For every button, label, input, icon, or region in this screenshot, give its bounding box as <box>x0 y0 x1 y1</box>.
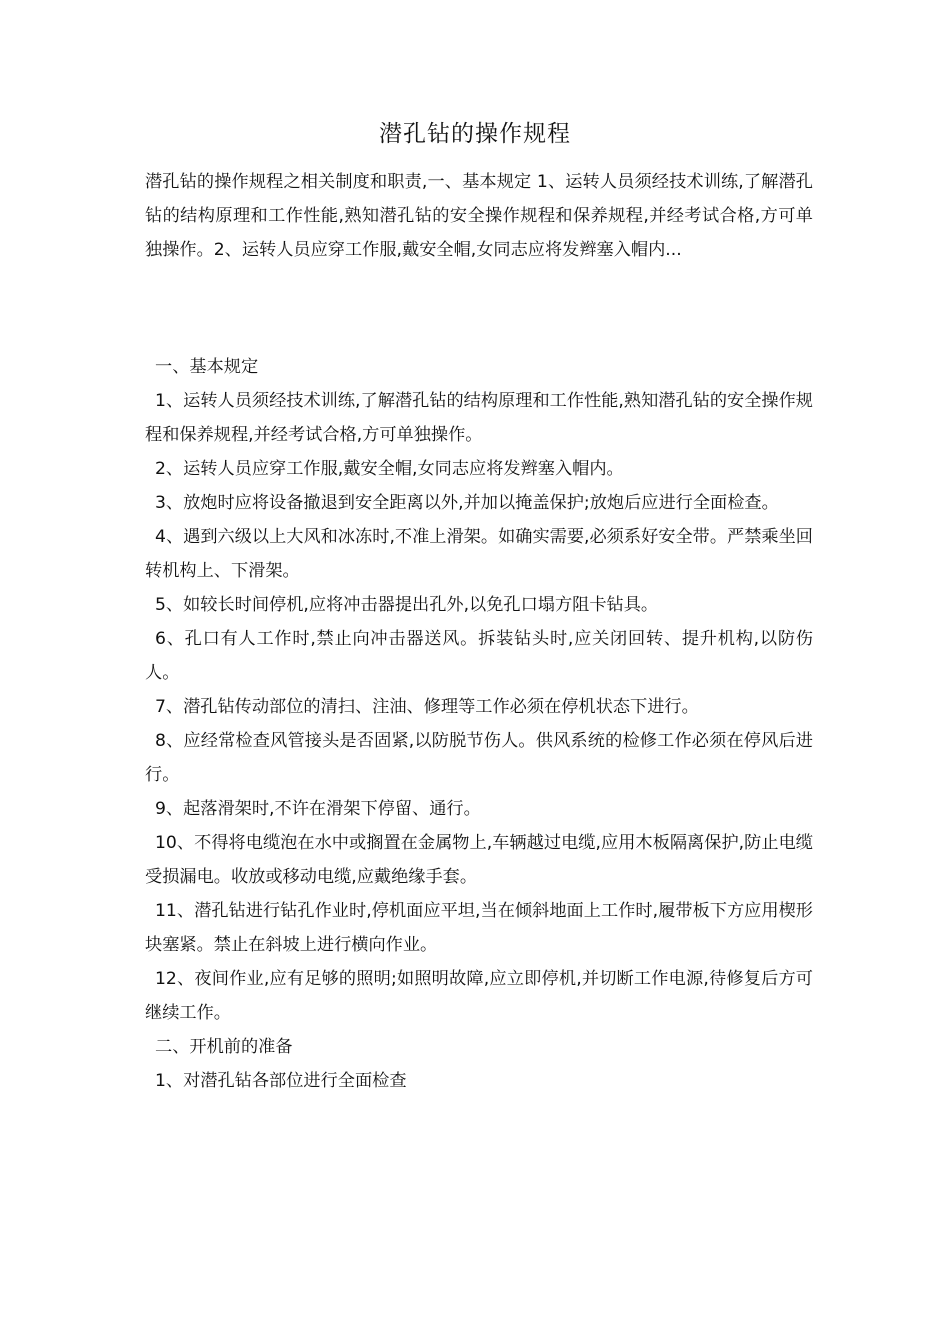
rule-item: 8、应经常检查风管接头是否固紧,以防脱节伤人。供风系统的检修工作必须在停风后进行。 <box>145 731 813 785</box>
document-body <box>145 350 813 1098</box>
rule-item: 11、潜孔钻进行钻孔作业时,停机面应平坦,当在倾斜地面上工作时,履带板下方应用楔形块塞紧。禁止在斜坡上进行横向作业。 <box>145 901 813 955</box>
rule-item: 6、孔口有人工作时,禁止向冲击器送风。拆装钻头时,应关闭回转、提升机构,以防伤人。 <box>145 629 813 683</box>
rule-item: 10、不得将电缆泡在水中或搁置在金属物上,车辆越过电缆,应用木板隔离保护,防止电缆受损漏电。收放或移动电缆,应戴绝缘手套。 <box>145 833 813 887</box>
section-heading-preparation: 二、开机前的准备 <box>155 1037 293 1057</box>
rule-item: 3、放炮时应将设备撤退到安全距离以外,并加以掩盖保护;放炮后应进行全面检查。 <box>155 493 779 513</box>
preparation-item: 1、对潜孔钻各部位进行全面检查 <box>155 1071 407 1091</box>
rule-item: 5、如较长时间停机,应将冲击器提出孔外,以免孔口塌方阻卡钻具。 <box>155 595 659 615</box>
rule-item: 12、夜间作业,应有足够的照明;如照明故障,应立即停机,并切断工作电源,待修复后方可继续工作。 <box>145 969 813 1023</box>
document-title: 潜孔钻的操作规程 <box>379 121 571 147</box>
rule-item: 1、运转人员须经技术训练,了解潜孔钻的结构原理和工作性能,熟知潜孔钻的安全操作规程和保养规程,并经考试合格,方可单独操作。 <box>145 391 813 445</box>
rule-item: 2、运转人员应穿工作服,戴安全帽,女同志应将发辫塞入帽内。 <box>155 459 624 479</box>
section-heading-basic-rules: 一、基本规定 <box>155 357 259 377</box>
rule-item: 7、潜孔钻传动部位的清扫、注油、修理等工作必须在停机状态下进行。 <box>155 697 699 717</box>
rule-item: 4、遇到六级以上大风和冰冻时,不准上滑架。如确实需要,必须系好安全带。严禁乘坐回转机构上、下滑架。 <box>145 527 813 581</box>
document-summary: 潜孔钻的操作规程之相关制度和职责,一、基本规定 1、运转人员须经技术训练,了解潜孔钻的结构原理和工作性能,熟知潜孔钻的安全操作规程和保养规程,并经考试合格,方可单独操作。2、运转人员应穿工作服,戴安全帽,女同志应将发辫塞入帽内... <box>145 172 813 260</box>
rule-item: 9、起落滑架时,不许在滑架下停留、通行。 <box>155 799 481 819</box>
